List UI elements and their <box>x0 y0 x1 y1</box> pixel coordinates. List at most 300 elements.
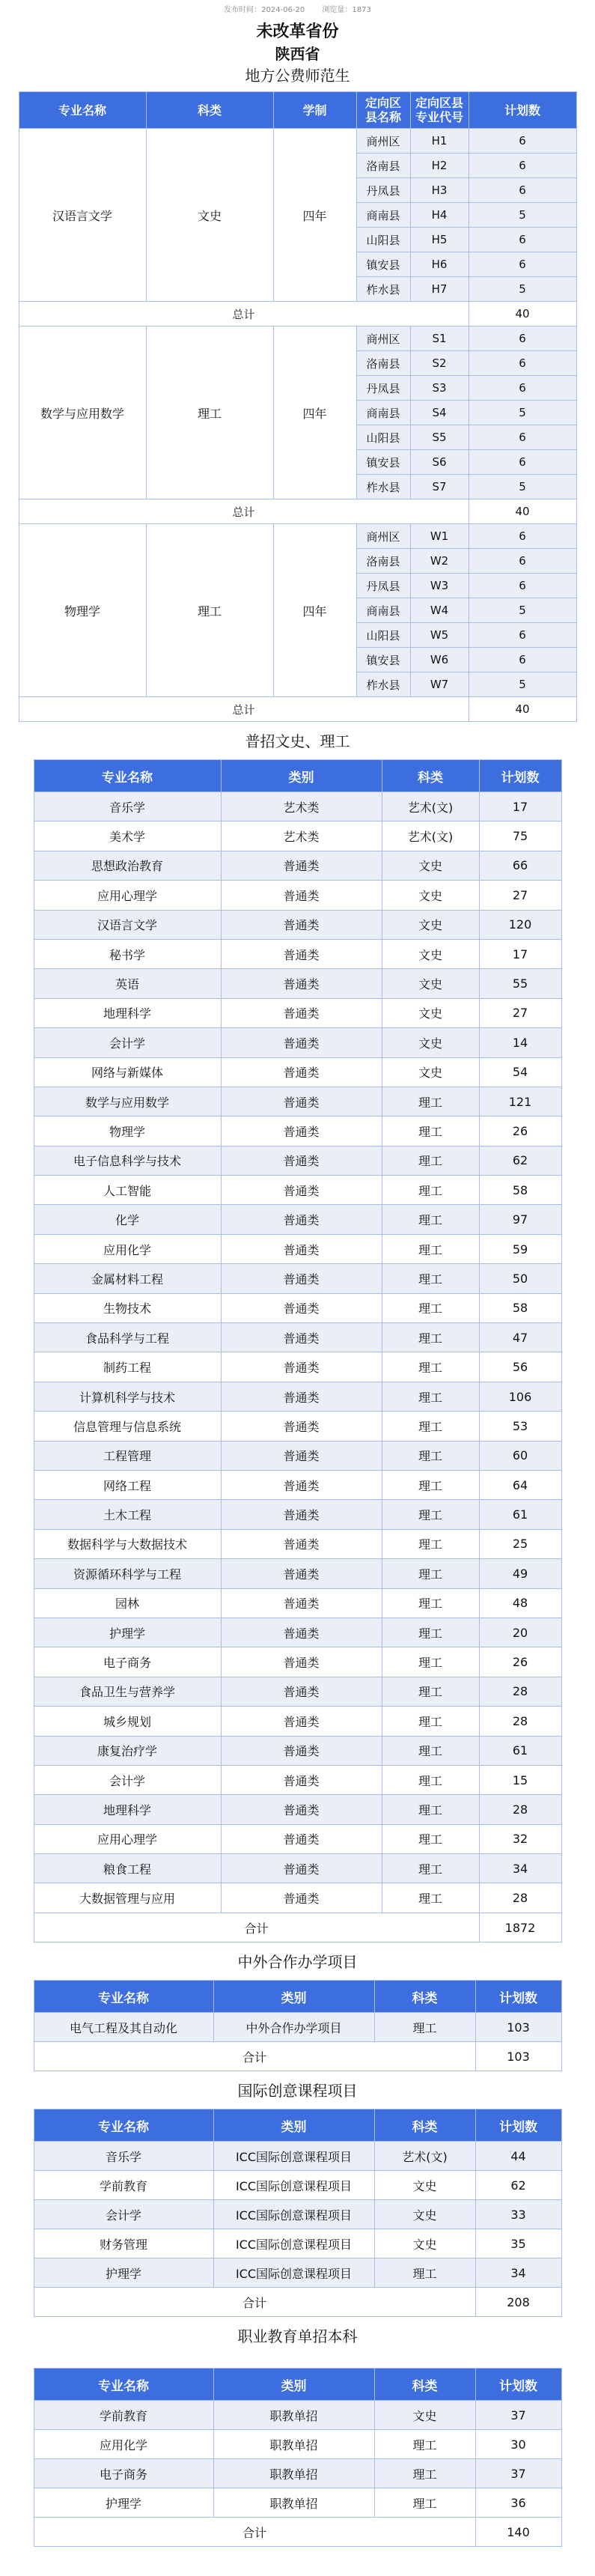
table-row <box>34 910 561 939</box>
major-name-cell: 汉语言文学 <box>19 129 146 302</box>
county-cell: 洛南县 <box>356 549 410 574</box>
plan-count-cell: 28 <box>479 1677 561 1706</box>
plan-count-cell: 6 <box>469 252 576 277</box>
subject-type-cell: 理工 <box>382 1736 479 1765</box>
plan-count-cell: 59 <box>479 1234 561 1263</box>
major-name-cell: 护理学 <box>34 2258 213 2288</box>
total-value: 40 <box>469 697 576 722</box>
subject-type-cell: 理工 <box>382 1087 479 1116</box>
subject-type-cell: 理工 <box>382 1883 479 1913</box>
subject-type-cell: 理工 <box>382 1293 479 1322</box>
total-label: 总计 <box>19 697 469 722</box>
table-row <box>19 524 576 549</box>
table-row <box>34 2430 561 2459</box>
plan-count-cell: 34 <box>479 1854 561 1883</box>
category-cell: 普通类 <box>221 969 382 998</box>
category-cell: ICC国际创意课程项目 <box>213 2229 374 2258</box>
county-cell: 镇安县 <box>356 252 410 277</box>
plan-count-cell: 32 <box>479 1824 561 1853</box>
col-header: 计划数 <box>479 760 561 792</box>
major-name-cell: 地理科学 <box>34 998 221 1027</box>
public-teacher-plan-table <box>19 91 577 722</box>
total-value: 40 <box>469 302 576 326</box>
section-title-icc: 国际创意课程项目 <box>237 2082 358 2100</box>
total-label: 合计 <box>34 1913 479 1942</box>
county-cell: 山阳县 <box>356 623 410 648</box>
plan-count-cell: 47 <box>479 1323 561 1352</box>
table-row <box>34 1087 561 1116</box>
table-row <box>34 2258 561 2288</box>
table-row <box>34 821 561 851</box>
col-header: 计划数 <box>475 1981 561 2013</box>
table-row <box>34 1883 561 1913</box>
county-code-cell: S4 <box>410 401 469 425</box>
county-cell: 商南县 <box>356 401 410 425</box>
county-code-cell: H3 <box>410 178 469 203</box>
county-code-cell: S5 <box>410 425 469 450</box>
total-row <box>19 697 576 722</box>
category-cell: 普通类 <box>221 1234 382 1263</box>
major-name-cell: 生物技术 <box>34 1293 221 1322</box>
col-header: 专业名称 <box>34 2369 213 2401</box>
table-row <box>34 1617 561 1647</box>
category-cell: 普通类 <box>221 1617 382 1647</box>
subject-type-cell: 理工 <box>382 1824 479 1853</box>
subject-type-cell: 文史 <box>374 2171 475 2200</box>
plan-count-cell: 49 <box>479 1559 561 1588</box>
county-code-cell: S3 <box>410 376 469 401</box>
major-name-cell: 学前教育 <box>34 2401 213 2430</box>
category-cell: 普通类 <box>221 1765 382 1794</box>
major-name-cell: 食品卫生与营养学 <box>34 1677 221 1706</box>
subject-type-cell: 理工 <box>382 1795 479 1824</box>
plan-count-cell: 44 <box>475 2142 561 2171</box>
col-header: 科类 <box>374 2369 475 2401</box>
subject-type-cell: 理工 <box>382 1765 479 1794</box>
table-row <box>34 2013 561 2042</box>
section-title-coop: 中外合作办学项目 <box>237 1953 358 1972</box>
table-header-row <box>34 1981 561 2013</box>
plan-count-cell: 26 <box>479 1117 561 1146</box>
table-row <box>19 129 576 154</box>
county-cell: 洛南县 <box>356 351 410 376</box>
plan-count-cell: 6 <box>469 228 576 252</box>
table-row <box>34 1412 561 1441</box>
category-cell: 职教单招 <box>213 2488 374 2518</box>
duration-cell: 四年 <box>273 129 356 302</box>
subject-type-cell: 理工 <box>374 2430 475 2459</box>
view-count: 浏览量：1873 <box>322 6 371 14</box>
col-header: 计划数 <box>469 92 576 129</box>
major-name-cell: 康复治疗学 <box>34 1736 221 1765</box>
table-row <box>34 1824 561 1853</box>
category-cell: 艺术类 <box>221 792 382 821</box>
icc-plan-table <box>34 2109 562 2317</box>
major-name-cell: 护理学 <box>34 1617 221 1647</box>
major-name-cell: 财务管理 <box>34 2229 213 2258</box>
category-cell: 职教单招 <box>213 2401 374 2430</box>
major-name-cell: 音乐学 <box>34 792 221 821</box>
col-header: 定向区县专业代号 <box>410 92 469 129</box>
subject-type-cell: 艺术(文) <box>374 2142 475 2171</box>
category-cell: 普通类 <box>221 1146 382 1175</box>
total-label: 合计 <box>34 2288 475 2317</box>
major-name-cell: 会计学 <box>34 1765 221 1794</box>
col-header: 学制 <box>273 92 356 129</box>
county-code-cell: H5 <box>410 228 469 252</box>
table-row <box>34 1028 561 1057</box>
total-label: 总计 <box>19 302 469 326</box>
plan-count-cell: 48 <box>479 1588 561 1617</box>
major-name-cell: 物理学 <box>34 1117 221 1146</box>
major-name-cell: 土木工程 <box>34 1500 221 1529</box>
category-cell: 艺术类 <box>221 821 382 851</box>
subject-type-cell: 理工 <box>382 1559 479 1588</box>
table-row <box>34 1057 561 1087</box>
county-code-cell: W3 <box>410 574 469 598</box>
plan-count-cell: 58 <box>479 1293 561 1322</box>
category-cell: 普通类 <box>221 1707 382 1736</box>
table-row <box>34 1470 561 1499</box>
subject-type-cell: 文史 <box>382 969 479 998</box>
plan-count-cell: 6 <box>469 129 576 154</box>
county-code-cell: S1 <box>410 326 469 351</box>
plan-count-cell: 56 <box>479 1352 561 1382</box>
subject-type-cell: 文史 <box>382 851 479 880</box>
subject-type-cell: 艺术(文) <box>382 821 479 851</box>
table-header-row <box>34 760 561 792</box>
category-cell: 普通类 <box>221 1588 382 1617</box>
plan-count-cell: 14 <box>479 1028 561 1057</box>
county-code-cell: H4 <box>410 203 469 228</box>
table-row <box>34 1677 561 1706</box>
plan-count-cell: 103 <box>475 2013 561 2042</box>
major-name-cell: 化学 <box>34 1205 221 1234</box>
county-code-cell: S2 <box>410 351 469 376</box>
col-header: 科类 <box>146 92 273 129</box>
subject-type-cell: 理工 <box>382 1205 479 1234</box>
table-row <box>34 1736 561 1765</box>
table-row <box>34 1264 561 1293</box>
plan-count-cell: 6 <box>469 450 576 475</box>
category-cell: ICC国际创意课程项目 <box>213 2200 374 2229</box>
plan-count-cell: 75 <box>479 821 561 851</box>
category-cell: 普通类 <box>221 851 382 880</box>
county-cell: 丹凤县 <box>356 574 410 598</box>
plan-count-cell: 26 <box>479 1647 561 1677</box>
major-name-cell: 电子信息科学与技术 <box>34 1146 221 1175</box>
col-header: 专业名称 <box>34 760 221 792</box>
col-header: 类别 <box>213 1981 374 2013</box>
county-cell: 镇安县 <box>356 450 410 475</box>
plan-count-cell: 5 <box>469 203 576 228</box>
major-name-cell: 思想政治教育 <box>34 851 221 880</box>
article-meta <box>0 0 595 21</box>
col-header: 定向区县名称 <box>356 92 410 129</box>
category-cell: 普通类 <box>221 1500 382 1529</box>
subject-type-cell: 理工 <box>382 1117 479 1146</box>
total-label: 合计 <box>34 2518 475 2547</box>
col-header: 计划数 <box>475 2369 561 2401</box>
category-cell: 普通类 <box>221 1677 382 1706</box>
general-plan-table <box>34 759 562 1942</box>
major-name-cell: 资源循环科学与工程 <box>34 1559 221 1588</box>
category-cell: 中外合作办学项目 <box>213 2013 374 2042</box>
major-name-cell: 英语 <box>34 969 221 998</box>
category-cell: 普通类 <box>221 1382 382 1411</box>
major-name-cell: 信息管理与信息系统 <box>34 1412 221 1441</box>
col-header: 类别 <box>213 2369 374 2401</box>
category-cell: 普通类 <box>221 939 382 968</box>
category-cell: ICC国际创意课程项目 <box>213 2142 374 2171</box>
col-header: 专业名称 <box>19 92 146 129</box>
county-code-cell: W7 <box>410 672 469 697</box>
subject-type-cell: 理工 <box>382 1588 479 1617</box>
major-name-cell: 物理学 <box>19 524 146 697</box>
subject-type-cell: 理工 <box>146 326 273 499</box>
plan-count-cell: 6 <box>469 524 576 549</box>
table-row <box>34 2200 561 2229</box>
county-cell: 商州区 <box>356 326 410 351</box>
category-cell: 普通类 <box>221 1293 382 1322</box>
subject-type-cell: 理工 <box>382 1352 479 1382</box>
major-name-cell: 数据科学与大数据技术 <box>34 1529 221 1558</box>
plan-count-cell: 6 <box>469 376 576 401</box>
plan-count-cell: 5 <box>469 598 576 623</box>
subject-type-cell: 理工 <box>382 1176 479 1205</box>
plan-count-cell: 55 <box>479 969 561 998</box>
table-row <box>34 1205 561 1234</box>
voc-plan-table <box>34 2368 562 2547</box>
total-row <box>34 2518 561 2547</box>
major-name-cell: 音乐学 <box>34 2142 213 2171</box>
major-name-cell: 城乡规划 <box>34 1707 221 1736</box>
major-name-cell: 应用化学 <box>34 2430 213 2459</box>
county-code-cell: H2 <box>410 154 469 178</box>
major-name-cell: 秘书学 <box>34 939 221 968</box>
subject-type-cell: 理工 <box>374 2459 475 2488</box>
table-row <box>34 792 561 821</box>
subject-type-cell: 理工 <box>382 1146 479 1175</box>
subject-type-cell: 理工 <box>382 1234 479 1263</box>
category-title: 地方公费师范生 <box>245 67 350 85</box>
major-name-cell: 护理学 <box>34 2488 213 2518</box>
category-cell: 普通类 <box>221 1352 382 1382</box>
province-title: 陕西省 <box>275 45 320 63</box>
plan-count-cell: 61 <box>479 1736 561 1765</box>
county-cell: 商州区 <box>356 129 410 154</box>
plan-count-cell: 64 <box>479 1470 561 1499</box>
major-name-cell: 金属材料工程 <box>34 1264 221 1293</box>
county-code-cell: H7 <box>410 277 469 302</box>
table-row <box>34 2459 561 2488</box>
county-code-cell: W5 <box>410 623 469 648</box>
plan-count-cell: 20 <box>479 1617 561 1647</box>
subject-type-cell: 理工 <box>146 524 273 697</box>
plan-count-cell: 37 <box>475 2401 561 2430</box>
category-cell: 普通类 <box>221 1176 382 1205</box>
county-code-cell: W1 <box>410 524 469 549</box>
table-row <box>34 1323 561 1352</box>
total-value: 103 <box>475 2042 561 2071</box>
table-header-row <box>34 2109 561 2142</box>
subject-type-cell: 理工 <box>382 1617 479 1647</box>
category-cell: 普通类 <box>221 1647 382 1677</box>
major-name-cell: 园林 <box>34 1588 221 1617</box>
plan-count-cell: 60 <box>479 1441 561 1470</box>
table-row <box>34 1707 561 1736</box>
plan-count-cell: 30 <box>475 2430 561 2459</box>
subject-type-cell: 理工 <box>382 1264 479 1293</box>
county-code-cell: W6 <box>410 648 469 672</box>
plan-count-cell: 5 <box>469 475 576 499</box>
major-name-cell: 会计学 <box>34 2200 213 2229</box>
category-cell: 普通类 <box>221 1323 382 1352</box>
category-cell: ICC国际创意课程项目 <box>213 2171 374 2200</box>
plan-count-cell: 28 <box>479 1707 561 1736</box>
subject-type-cell: 理工 <box>382 1677 479 1706</box>
major-name-cell: 应用化学 <box>34 1234 221 1263</box>
page-title: 未改革省份 <box>256 22 339 41</box>
subject-type-cell: 艺术(文) <box>382 792 479 821</box>
duration-cell: 四年 <box>273 524 356 697</box>
plan-count-cell: 6 <box>469 178 576 203</box>
category-cell: 普通类 <box>221 1264 382 1293</box>
subject-type-cell: 文史 <box>146 129 273 302</box>
subject-type-cell: 理工 <box>382 1382 479 1411</box>
major-name-cell: 粮食工程 <box>34 1854 221 1883</box>
category-cell: 普通类 <box>221 910 382 939</box>
table-row <box>34 1795 561 1824</box>
subject-type-cell: 理工 <box>374 2488 475 2518</box>
county-cell: 商南县 <box>356 598 410 623</box>
subject-type-cell: 理工 <box>382 1470 479 1499</box>
table-row <box>34 1293 561 1322</box>
county-code-cell: H1 <box>410 129 469 154</box>
total-value: 1872 <box>479 1913 561 1942</box>
category-cell: 普通类 <box>221 1087 382 1116</box>
category-cell: 普通类 <box>221 1736 382 1765</box>
major-name-cell: 制药工程 <box>34 1352 221 1382</box>
county-cell: 镇安县 <box>356 648 410 672</box>
subject-type-cell: 文史 <box>374 2401 475 2430</box>
subject-type-cell: 文史 <box>382 1028 479 1057</box>
subject-type-cell: 理工 <box>382 1412 479 1441</box>
plan-count-cell: 121 <box>479 1087 561 1116</box>
major-name-cell: 电子商务 <box>34 1647 221 1677</box>
plan-count-cell: 17 <box>479 939 561 968</box>
category-cell: 职教单招 <box>213 2430 374 2459</box>
category-cell: 普通类 <box>221 1529 382 1558</box>
table-row <box>34 1441 561 1470</box>
major-name-cell: 学前教育 <box>34 2171 213 2200</box>
county-code-cell: W2 <box>410 549 469 574</box>
col-header: 类别 <box>213 2109 374 2142</box>
major-name-cell: 网络工程 <box>34 1470 221 1499</box>
category-cell: 普通类 <box>221 1057 382 1087</box>
plan-count-cell: 6 <box>469 154 576 178</box>
total-value: 140 <box>475 2518 561 2547</box>
col-header: 类别 <box>221 760 382 792</box>
plan-count-cell: 120 <box>479 910 561 939</box>
county-cell: 柞水县 <box>356 475 410 499</box>
table-header-row <box>19 92 576 129</box>
category-cell: 普通类 <box>221 881 382 910</box>
table-row <box>34 2171 561 2200</box>
major-name-cell: 汉语言文学 <box>34 910 221 939</box>
table-row <box>34 1529 561 1558</box>
subject-type-cell: 理工 <box>374 2013 475 2042</box>
table-row <box>34 1234 561 1263</box>
major-name-cell: 人工智能 <box>34 1176 221 1205</box>
subject-type-cell: 理工 <box>382 1854 479 1883</box>
plan-count-cell: 58 <box>479 1176 561 1205</box>
col-header: 专业名称 <box>34 2109 213 2142</box>
category-cell: 普通类 <box>221 1117 382 1146</box>
plan-count-cell: 37 <box>475 2459 561 2488</box>
col-header: 科类 <box>382 760 479 792</box>
category-cell: 普通类 <box>221 1883 382 1913</box>
plan-count-cell: 54 <box>479 1057 561 1087</box>
major-name-cell: 食品科学与工程 <box>34 1323 221 1352</box>
table-row <box>34 998 561 1027</box>
major-name-cell: 应用心理学 <box>34 1824 221 1853</box>
subject-type-cell: 文史 <box>374 2200 475 2229</box>
table-header-row <box>34 2369 561 2401</box>
table-row <box>34 939 561 968</box>
section-title-general: 普招文史、理工 <box>245 732 350 750</box>
plan-count-cell: 36 <box>475 2488 561 2518</box>
plan-count-cell: 53 <box>479 1412 561 1441</box>
plan-count-cell: 17 <box>479 792 561 821</box>
plan-count-cell: 5 <box>469 672 576 697</box>
county-cell: 洛南县 <box>356 154 410 178</box>
table-row <box>34 969 561 998</box>
subject-type-cell: 理工 <box>382 1441 479 1470</box>
category-cell: 普通类 <box>221 1854 382 1883</box>
total-label: 合计 <box>34 2042 475 2071</box>
county-code-cell: S6 <box>410 450 469 475</box>
publish-time: 发布时间：2024-06-20 <box>224 6 305 14</box>
county-cell: 丹凤县 <box>356 178 410 203</box>
major-name-cell: 数学与应用数学 <box>34 1087 221 1116</box>
county-cell: 丹凤县 <box>356 376 410 401</box>
county-code-cell: H6 <box>410 252 469 277</box>
plan-count-cell: 35 <box>475 2229 561 2258</box>
plan-count-cell: 27 <box>479 998 561 1027</box>
subject-type-cell: 文史 <box>382 910 479 939</box>
col-header: 计划数 <box>475 2109 561 2142</box>
category-cell: 普通类 <box>221 1470 382 1499</box>
table-row <box>34 1647 561 1677</box>
col-header: 科类 <box>374 2109 475 2142</box>
table-row <box>34 1176 561 1205</box>
total-row <box>19 302 576 326</box>
major-name-cell: 计算机科学与技术 <box>34 1382 221 1411</box>
table-row <box>34 1765 561 1794</box>
plan-count-cell: 6 <box>469 574 576 598</box>
county-code-cell: S7 <box>410 475 469 499</box>
county-cell: 柞水县 <box>356 672 410 697</box>
major-name-cell: 网络与新媒体 <box>34 1057 221 1087</box>
table-row <box>34 1854 561 1883</box>
total-label: 总计 <box>19 499 469 524</box>
county-cell: 柞水县 <box>356 277 410 302</box>
table-row <box>34 2488 561 2518</box>
plan-count-cell: 6 <box>469 623 576 648</box>
plan-count-cell: 5 <box>469 401 576 425</box>
major-name-cell: 应用心理学 <box>34 881 221 910</box>
